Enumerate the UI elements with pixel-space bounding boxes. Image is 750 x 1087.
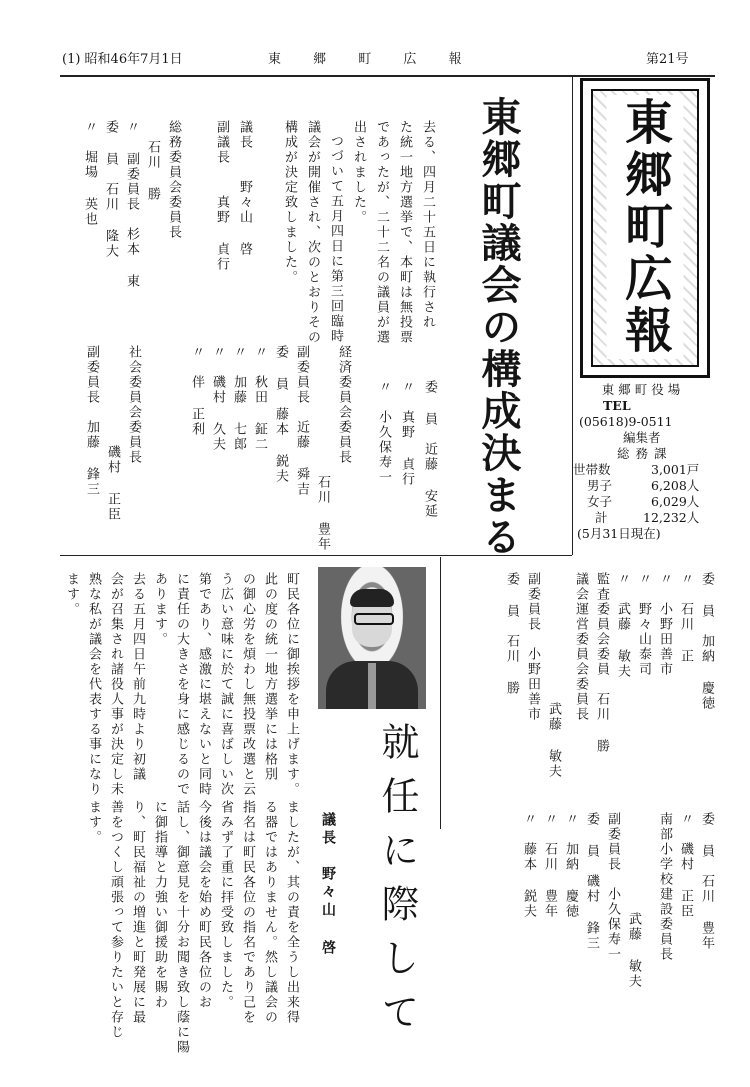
nanbu-member: 〃 加納 慶徳 [563,812,578,919]
keizai-member: 〃 秋田 鉦二 [252,345,267,452]
article2-line: 今後は議会を始め町民各位のお [196,800,211,1010]
female-value: 6,029人 [651,494,700,509]
female-label: 女子 [587,494,613,509]
shakai-chair: 磯村 正臣 [105,445,120,522]
keizai-member: 〃 伴 正利 [189,345,204,437]
list-member: 委 員 加納 慶徳 [699,572,714,711]
keizai-extra: 委 員 近藤 安延 [422,380,437,519]
article1-line: であったが、二十二名の議員が選 [374,120,389,345]
masthead-title: 東郷町広報 [607,95,684,359]
keizai-committee [150,345,351,552]
article2-line: う広い意味に於て誠に喜ばしい次 [218,572,233,797]
soumu-member: 〃 副委員長 杉本 東 [124,120,139,289]
article2-line: り、町民福祉の増進と町発展に最 [130,800,145,1025]
keizai-member: 〃 磯村 久夫 [210,345,225,452]
giun-member: 副委員長 小野田善市 [525,572,540,722]
nanbu-member: 〃 石川 豊年 [542,812,557,919]
article2-line: 此の度の統一地方選挙には格別 [262,572,277,782]
article2-line: 指名は町民各位の指名であり己を [240,800,255,1025]
officer-title: 議長 野々山 啓 [237,120,252,257]
list-member: 〃 小野田善市 [657,572,672,677]
article1-line: 構成が決定致しました。 [282,120,297,285]
nanbu-committee [448,812,713,1042]
households-value: 3,001戸 [651,462,700,477]
male-label: 男子 [587,478,613,493]
giun-heading: 議会運営委員会委員長 [573,572,588,722]
nanbu-heading: 南部小学校建設委員長 [657,812,672,962]
keizai-extra: 〃 小久保寿一 [376,380,391,485]
article2-line: 熟な私が議会を代表する事になり [86,572,101,797]
committee-lists-top [448,572,713,812]
households-label: 世帯数 [573,462,611,477]
paper-title: 東 郷 町 広 報 [268,52,476,67]
article2-line: に責任の大きさを身に感じるので [174,572,189,797]
article2-byline: 議長 野々山 啓 [320,812,336,958]
kansa-heading: 監査委員会委員 石川 勝 [594,572,609,754]
nanbu-chair: 武藤 敏夫 [626,912,641,989]
as-of-date: (5月31日現在) [577,526,661,541]
vertical-rule-2 [440,557,441,829]
nanbu-member: 〃 藤本 鋭夫 [521,812,536,919]
soumu-member: 委 員 石川 隆大 [103,120,118,259]
list-member: 〃 野々山泰司 [636,572,651,677]
portrait-glasses [354,613,394,625]
nanbu-extra: 〃 磯村 正臣 [678,812,693,919]
article1-line: 議会が開催され、次のとおりその [305,120,320,345]
keizai-member: 〃 加藤 七郎 [231,345,246,452]
article2-headline: 就任に際して [375,722,419,1046]
article2-line: る器ではありません。然し議会の [262,800,277,1025]
article2-body-lower [62,800,299,1055]
article2-line: に御指導と力強い御援助を賜わ [152,800,167,1010]
nanbu-extra: 委 員 石川 豊年 [699,812,714,951]
article2-line: 話し、御意見を十分お聞き致し蔭に陽 [174,800,189,1055]
issue-date: (1) 昭和46年7月1日 [62,52,183,67]
giun-member: 委 員 石川 勝 [504,572,519,696]
article1-body [270,120,434,380]
article2-line: ましたが、其の責を全うし出来得 [284,800,299,1025]
top-rule [60,75,715,77]
article1-headline: 東郷町議会の構成決まる [475,96,522,558]
households-row [573,462,713,478]
article2-line: 省みず了重に拝受致しました。 [218,800,233,1010]
keizai-member: 副委員長 近藤 舜吉 [294,345,309,497]
editor-label: 編集者 [623,430,661,445]
article2-line: 第であり、感激に堪えないと同時 [196,572,211,797]
keizai-heading: 経済委員会委員長 [336,345,351,465]
portrait-hair [350,589,394,607]
keizai-member: 委 員 藤本 鋭夫 [273,345,288,484]
info-box [573,382,713,542]
keizai-extra-members [360,380,436,540]
article2-line: の御心労を煩わし無投票改選と云 [240,572,255,797]
article2-line: 町民各位に御挨拶を申上げます。 [284,572,299,797]
giun-chair: 武藤 敏夫 [546,702,561,779]
editor-name: 総務課 [617,446,673,461]
office-name: 東郷町役場 [601,382,685,397]
article1-line: つづいて五月四日に第三回臨時 [328,134,343,344]
list-member: 〃 石川 正 [678,572,693,664]
issue-number: 第21号 [646,52,689,67]
keizai-extra: 〃 真野 貞行 [399,380,414,487]
tel-number: (05618)9-0511 [579,414,673,429]
article2-line: 善をつくし頑張って参りたいと存じ [108,800,123,1040]
masthead-logo [580,78,710,378]
nanbu-member: 副委員長 小久保寿一 [605,812,620,962]
female-row [573,494,713,510]
officer-title: 副議長 真野 貞行 [214,120,229,272]
article1-line: た統一地方選挙で、本町は無投票 [397,120,412,345]
male-row [573,478,713,494]
portrait-tie [368,663,376,709]
council-officers [195,120,251,320]
article2-line: ます。 [86,800,101,845]
list-member: 〃 武藤 敏夫 [615,572,630,679]
tel-label: TEL [603,398,631,413]
shakai-committee [60,345,140,545]
article2-line: あります。 [152,572,167,647]
shakai-member: 副委員長 加藤 鋒三 [84,345,99,497]
total-value: 12,232人 [643,510,700,525]
article1-line: 出されました。 [351,120,366,225]
article1-line: 去る、四月二十五日に執行され [420,120,435,330]
total-row [573,510,713,526]
article2-body-upper [62,572,298,817]
article2-line: 会が召集され諸役人事が決定し未 [108,572,123,797]
nanbu-member: 委 員 磯村 鋒三 [584,812,599,951]
soumu-heading: 総務委員会委員長 [166,120,181,240]
soumu-member: 〃 堀場 英也 [82,120,97,227]
article2-line: 去る五月四日午前九時より初議 [130,572,145,782]
keizai-chair: 石川 豊年 [315,475,330,552]
male-value: 6,208人 [651,478,700,493]
total-label: 計 [595,510,608,525]
soumu-chair: 石川 勝 [145,140,160,202]
portrait-photo [318,567,426,709]
shakai-heading: 社会委員会委員長 [126,345,141,465]
article2-line: ます。 [64,572,79,617]
